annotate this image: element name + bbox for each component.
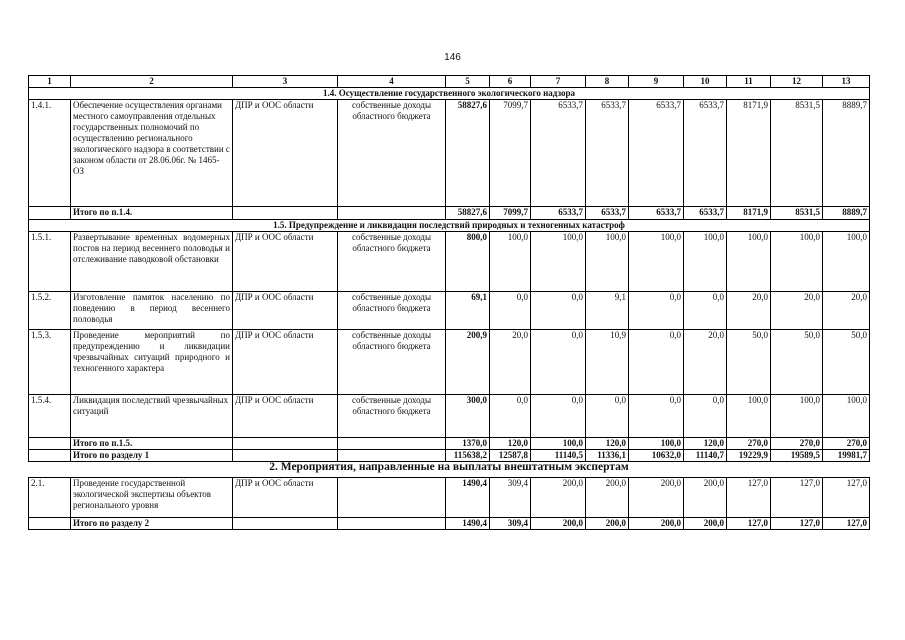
total-value: 7099,7: [490, 207, 531, 220]
section-total-row: [29, 450, 870, 462]
total-value: 10632,0: [629, 450, 684, 462]
section-heading-row: [29, 220, 870, 232]
total-value: 127,0: [771, 518, 823, 530]
column-header: 5: [446, 76, 490, 88]
value-cell: 8171,9: [727, 100, 771, 207]
value-cell: 0,0: [490, 292, 531, 330]
column-header: 13: [823, 76, 870, 88]
executor: ДПР и ООС области: [233, 232, 338, 292]
column-header-row: [29, 76, 870, 88]
value-cell: 200,0: [684, 478, 727, 518]
total-value: 11336,1: [586, 450, 629, 462]
value-cell: 6533,7: [531, 100, 586, 207]
total-value: 270,0: [771, 438, 823, 450]
value-cell: 0,0: [684, 292, 727, 330]
column-header: 12: [771, 76, 823, 88]
total-value: 270,0: [727, 438, 771, 450]
total-value: 8171,9: [727, 207, 771, 220]
total-value: 309,4: [490, 518, 531, 530]
executor: ДПР и ООС области: [233, 478, 338, 518]
table-row: [29, 395, 870, 438]
column-header: 9: [629, 76, 684, 88]
value-cell: 100,0: [823, 395, 870, 438]
funding-source: собственные доходы областного бюджета: [338, 292, 446, 330]
total-value: 11140,5: [531, 450, 586, 462]
value-cell: 100,0: [727, 232, 771, 292]
row-number: 1.5.3.: [29, 330, 71, 395]
section-heading-row: [29, 88, 870, 100]
measure-name: Развертывание временных водомерных постов на период весеннего половодья и отслеживание паводковой обстановки: [71, 232, 233, 292]
column-header: 3: [233, 76, 338, 88]
section-total-row: [29, 518, 870, 530]
value-cell: 58827,6: [446, 100, 490, 207]
value-cell: 0,0: [684, 395, 727, 438]
value-cell: 20,0: [490, 330, 531, 395]
total-value: 200,0: [684, 518, 727, 530]
total-value: 12587,8: [490, 450, 531, 462]
executor: ДПР и ООС области: [233, 100, 338, 207]
table-row: [29, 232, 870, 292]
value-cell: 10,9: [586, 330, 629, 395]
section-title: 1.5. Предупреждение и ликвидация последствий природных и техногенных катастроф: [29, 220, 870, 232]
value-cell: 127,0: [823, 478, 870, 518]
column-header: 8: [586, 76, 629, 88]
value-cell: 69,1: [446, 292, 490, 330]
funding-source: [338, 478, 446, 518]
value-cell: 800,0: [446, 232, 490, 292]
table-row: [29, 100, 870, 207]
total-value: 100,0: [629, 438, 684, 450]
value-cell: 9,1: [586, 292, 629, 330]
table-row: [29, 330, 870, 395]
measure-name: Ликвидация последствий чрезвычайных ситуаций: [71, 395, 233, 438]
total-label: Итого по п.1.4.: [71, 207, 233, 220]
total-value: 120,0: [684, 438, 727, 450]
value-cell: 127,0: [771, 478, 823, 518]
table-row: [29, 292, 870, 330]
value-cell: 100,0: [771, 395, 823, 438]
row-number: 1.4.1.: [29, 100, 71, 207]
table-row: [29, 478, 870, 518]
total-value: 127,0: [727, 518, 771, 530]
column-header: 7: [531, 76, 586, 88]
total-value: 127,0: [823, 518, 870, 530]
section-title: 2. Мероприятия, направленные на выплаты внештатным экспертам: [29, 462, 870, 478]
value-cell: 0,0: [531, 330, 586, 395]
total-value: 6533,7: [531, 207, 586, 220]
value-cell: 100,0: [531, 232, 586, 292]
executor: ДПР и ООС области: [233, 395, 338, 438]
value-cell: 100,0: [823, 232, 870, 292]
value-cell: 6533,7: [629, 100, 684, 207]
value-cell: 0,0: [629, 395, 684, 438]
row-number: 1.5.4.: [29, 395, 71, 438]
value-cell: 6533,7: [684, 100, 727, 207]
budget-table: [28, 75, 870, 530]
value-cell: 127,0: [727, 478, 771, 518]
value-cell: 8889,7: [823, 100, 870, 207]
value-cell: 8531,5: [771, 100, 823, 207]
column-header: 11: [727, 76, 771, 88]
row-number: 2.1.: [29, 478, 71, 518]
measure-name: Изготовление памяток населению по поведению в период весеннего половодья: [71, 292, 233, 330]
value-cell: 0,0: [629, 292, 684, 330]
total-label: Итого по разделу 2: [71, 518, 233, 530]
value-cell: 100,0: [629, 232, 684, 292]
total-value: 6533,7: [629, 207, 684, 220]
value-cell: 200,0: [586, 478, 629, 518]
total-value: 8889,7: [823, 207, 870, 220]
value-cell: 0,0: [490, 395, 531, 438]
funding-source: собственные доходы областного бюджета: [338, 395, 446, 438]
executor: ДПР и ООС области: [233, 292, 338, 330]
total-value: 19589,5: [771, 450, 823, 462]
page-number: 146: [444, 52, 461, 63]
total-value: 8531,5: [771, 207, 823, 220]
funding-source: собственные доходы областного бюджета: [338, 232, 446, 292]
value-cell: 0,0: [586, 395, 629, 438]
measure-name: Обеспечение осуществления органами местного самоуправления отдельных государственных полномочий по осуществлению регионального экологического надзора в соответствии с законом области от 28.06.06г. № 1465-ОЗ: [71, 100, 233, 207]
column-header: 1: [29, 76, 71, 88]
funding-source: собственные доходы областного бюджета: [338, 330, 446, 395]
value-cell: 0,0: [531, 395, 586, 438]
value-cell: 50,0: [823, 330, 870, 395]
value-cell: 6533,7: [586, 100, 629, 207]
row-number: 1.5.1.: [29, 232, 71, 292]
funding-source: собственные доходы областного бюджета: [338, 100, 446, 207]
total-value: 58827,6: [446, 207, 490, 220]
total-value: 19229,9: [727, 450, 771, 462]
value-cell: 100,0: [684, 232, 727, 292]
value-cell: 7099,7: [490, 100, 531, 207]
total-value: 200,0: [531, 518, 586, 530]
total-label: Итого по п.1.5.: [71, 438, 233, 450]
value-cell: 20,0: [727, 292, 771, 330]
value-cell: 20,0: [771, 292, 823, 330]
value-cell: 50,0: [771, 330, 823, 395]
total-value: 200,0: [629, 518, 684, 530]
value-cell: 309,4: [490, 478, 531, 518]
value-cell: 0,0: [629, 330, 684, 395]
value-cell: 20,0: [823, 292, 870, 330]
total-value: 6533,7: [586, 207, 629, 220]
executor: ДПР и ООС области: [233, 330, 338, 395]
value-cell: 100,0: [727, 395, 771, 438]
column-header: 4: [338, 76, 446, 88]
total-label: Итого по разделу 1: [71, 450, 233, 462]
total-row: [29, 438, 870, 450]
measure-name: Проведение мероприятий по предупреждению и ликвидации чрезвычайных ситуаций природного и техногенного характера: [71, 330, 233, 395]
total-value: 6533,7: [684, 207, 727, 220]
value-cell: 200,0: [629, 478, 684, 518]
value-cell: 100,0: [586, 232, 629, 292]
row-number: 1.5.2.: [29, 292, 71, 330]
total-value: 120,0: [490, 438, 531, 450]
value-cell: 200,9: [446, 330, 490, 395]
section-heading-row: [29, 462, 870, 478]
total-value: 1370,0: [446, 438, 490, 450]
value-cell: 300,0: [446, 395, 490, 438]
total-value: 11140,7: [684, 450, 727, 462]
total-value: 19981,7: [823, 450, 870, 462]
total-value: 200,0: [586, 518, 629, 530]
value-cell: 50,0: [727, 330, 771, 395]
column-header: 6: [490, 76, 531, 88]
value-cell: 20,0: [684, 330, 727, 395]
total-value: 270,0: [823, 438, 870, 450]
column-header: 2: [71, 76, 233, 88]
total-value: 115638,2: [446, 450, 490, 462]
total-value: 120,0: [586, 438, 629, 450]
section-title: 1.4. Осуществление государственного экологического надзора: [29, 88, 870, 100]
value-cell: 100,0: [771, 232, 823, 292]
total-value: 100,0: [531, 438, 586, 450]
total-value: 1490,4: [446, 518, 490, 530]
value-cell: 200,0: [531, 478, 586, 518]
measure-name: Проведение государственной экологической экспертизы объектов регионального уровня: [71, 478, 233, 518]
total-row: [29, 207, 870, 220]
value-cell: 100,0: [490, 232, 531, 292]
column-header: 10: [684, 76, 727, 88]
value-cell: 0,0: [531, 292, 586, 330]
value-cell: 1490,4: [446, 478, 490, 518]
